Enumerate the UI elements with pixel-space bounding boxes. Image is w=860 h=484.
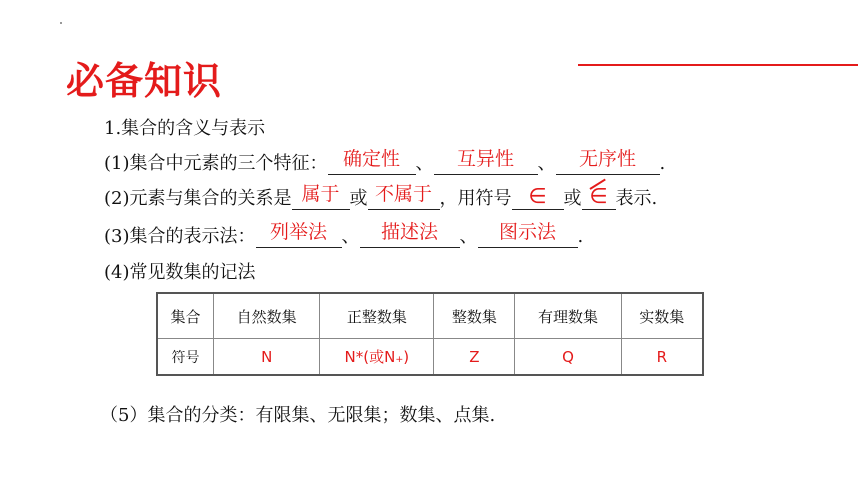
answer-text: 图示法 bbox=[498, 221, 556, 243]
decorative-dot bbox=[60, 22, 62, 24]
line-element-features bbox=[104, 149, 665, 175]
element-of-symbol: ∈ bbox=[528, 184, 547, 208]
blank-answer-2 bbox=[368, 185, 440, 210]
table-cell: N*(或N₊) bbox=[320, 339, 434, 376]
answer-text: 无序性 bbox=[578, 148, 636, 170]
table-header-row bbox=[157, 293, 703, 339]
line-prefix: (2)元素与集合的关系是 bbox=[104, 188, 292, 209]
line-sets-meaning: 1.集合的含义与表示 bbox=[104, 118, 266, 139]
blank-symbol-in bbox=[512, 185, 564, 210]
number-sets-table bbox=[156, 292, 704, 376]
table-cell: 符号 bbox=[157, 339, 214, 376]
table-cell: Z bbox=[434, 339, 515, 376]
blank-answer-1 bbox=[328, 150, 416, 175]
table-header: 正整数集 bbox=[320, 293, 434, 339]
separator: 、 bbox=[537, 153, 556, 174]
page-title: 必备知识 bbox=[66, 59, 223, 103]
connector: ，用符号 bbox=[439, 188, 512, 209]
table-header: 自然数集 bbox=[214, 293, 320, 339]
blank-answer-1 bbox=[292, 185, 350, 210]
answer-text: 不属于 bbox=[374, 183, 432, 205]
line-representation bbox=[104, 222, 583, 248]
blank-answer-2 bbox=[434, 150, 538, 175]
connector: 或 bbox=[563, 188, 582, 209]
table-cell: Q bbox=[515, 339, 621, 376]
table-header: 实数集 bbox=[621, 293, 703, 339]
line-end: 表示. bbox=[615, 188, 658, 209]
answer-text: 属于 bbox=[301, 183, 340, 205]
answer-text: 互异性 bbox=[456, 148, 514, 170]
line-prefix: (1)集合中元素的三个特征： bbox=[104, 153, 328, 174]
line-element-relation bbox=[104, 184, 657, 210]
connector: 或 bbox=[349, 188, 368, 209]
line-set-classification: （5）集合的分类：有限集、无限集；数集、点集. bbox=[100, 405, 496, 426]
not-element-of-symbol: ∈ bbox=[589, 184, 608, 208]
table-header: 有理数集 bbox=[515, 293, 621, 339]
line-end: . bbox=[659, 153, 666, 174]
blank-symbol-not-in bbox=[582, 185, 616, 210]
separator: 、 bbox=[459, 226, 478, 247]
table-header: 集合 bbox=[157, 293, 214, 339]
table-row bbox=[157, 339, 703, 376]
table-header: 整数集 bbox=[434, 293, 515, 339]
table-cell: N bbox=[214, 339, 320, 376]
blank-answer-3 bbox=[478, 223, 578, 248]
line-prefix: (3)集合的表示法： bbox=[104, 226, 256, 247]
title-divider bbox=[578, 64, 858, 66]
separator: 、 bbox=[415, 153, 434, 174]
blank-answer-1 bbox=[256, 223, 342, 248]
table-cell: R bbox=[621, 339, 703, 376]
line-number-sets: (4)常见数集的记法 bbox=[104, 262, 256, 283]
blank-answer-3 bbox=[556, 150, 660, 175]
answer-text: 描述法 bbox=[380, 221, 438, 243]
answer-text: 确定性 bbox=[342, 148, 400, 170]
separator: 、 bbox=[341, 226, 360, 247]
line-end: . bbox=[577, 226, 584, 247]
blank-answer-2 bbox=[360, 223, 460, 248]
answer-text: 列举法 bbox=[269, 221, 327, 243]
